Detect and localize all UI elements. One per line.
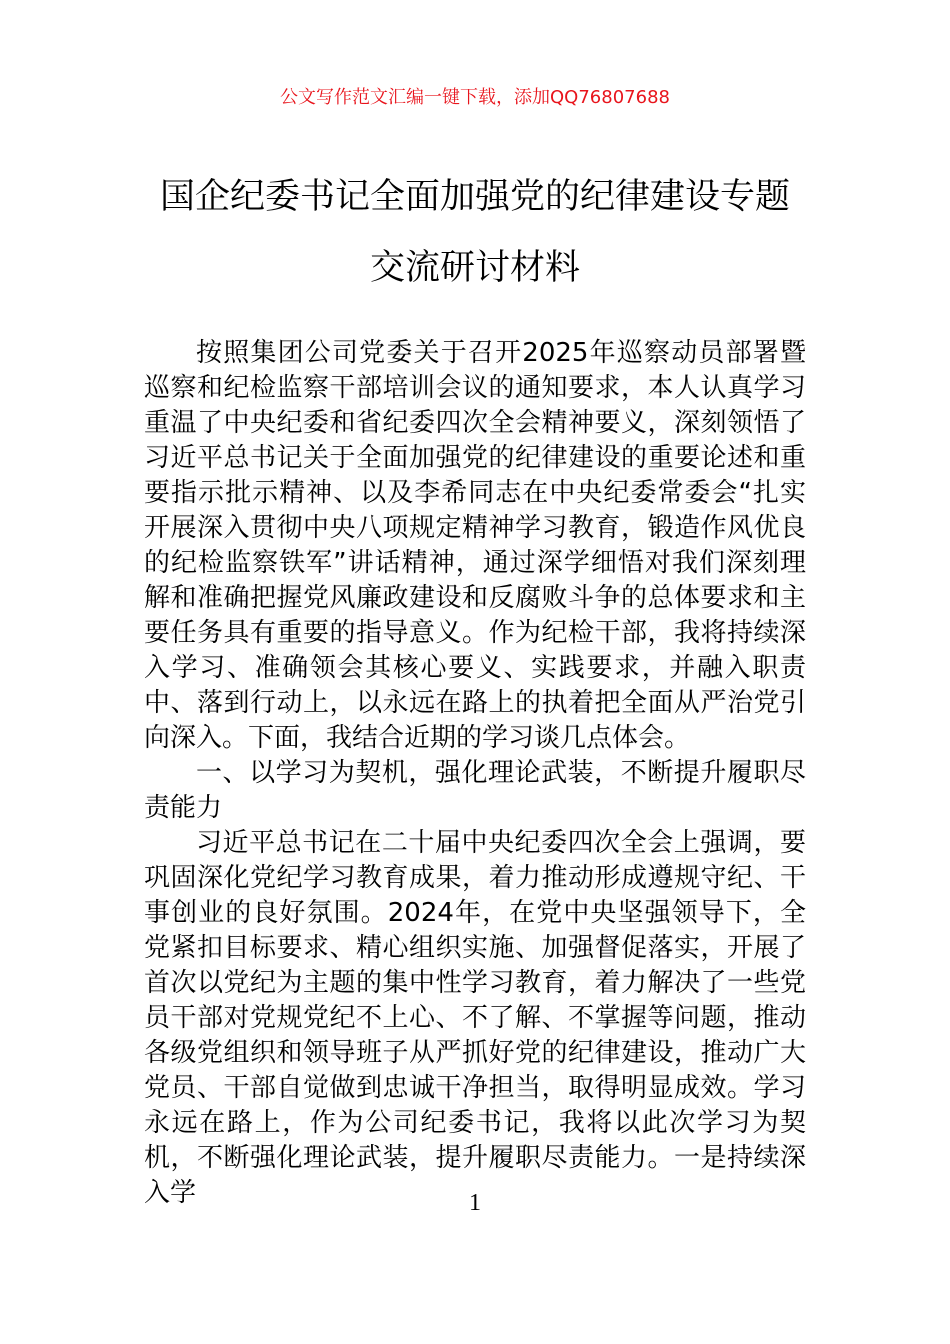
document-title-line-1: 国企纪委书记全面加强党的纪律建设专题	[159, 177, 790, 217]
document-body	[144, 336, 806, 1211]
paragraph-intro: 按照集团公司党委关于召开2025年巡察动员部署暨巡察和纪检监察干部培训会议的通知要求，本人认真学习重温了中央纪委和省纪委四次全会精神要义，深刻领悟了习近平总书记关于全面加强党的纪律建设的重要论述和重要指示批示精神、以及李希同志在中央纪委常委会“扎实开展深入贯彻中央八项规定精神学习教育，锻造作风优良的纪检监察铁军”讲话精神，通过深学细悟对我们深刻理解和准确把握党风廉政建设和反腐败斗争的总体要求和主要任务具有重要的指导意义。作为纪检干部，我将持续深入学习、准确领会其核心要义、实践要求，并融入职责中、落到行动上，以永远在路上的执着把全面从严治党引向深入。下面，我结合近期的学习谈几点体会。	[144, 338, 806, 753]
section-heading-1: 一、以学习为契机，强化理论武装，不断提升履职尽责能力	[144, 758, 806, 823]
paragraph-section-1: 习近平总书记在二十届中央纪委四次全会上强调，要巩固深化党纪学习教育成果，着力推动形成遵规守纪、干事创业的良好氛围。2024年，在党中央坚强领导下，全党紧扣目标要求、精心组织实施、加强督促落实，开展了首次以党纪为主题的集中性学习教育，着力解决了一些党员干部对党规党纪不上心、不了解、不掌握等问题，推动各级党组织和领导班子从严抓好党的纪律建设，推动广大党员、干部自觉做到忠诚干净担当，取得明显成效。学习永远在路上，作为公司纪委书记，我将以此次学习为契机，不断强化理论武装，提升履职尽责能力。一是持续深入学	[144, 828, 806, 1208]
document-title-line-2: 交流研讨材料	[369, 248, 580, 288]
download-notice: 公文写作范文汇编一键下载，添加QQ76807688	[280, 87, 670, 108]
page-number: 1	[469, 1190, 481, 1216]
